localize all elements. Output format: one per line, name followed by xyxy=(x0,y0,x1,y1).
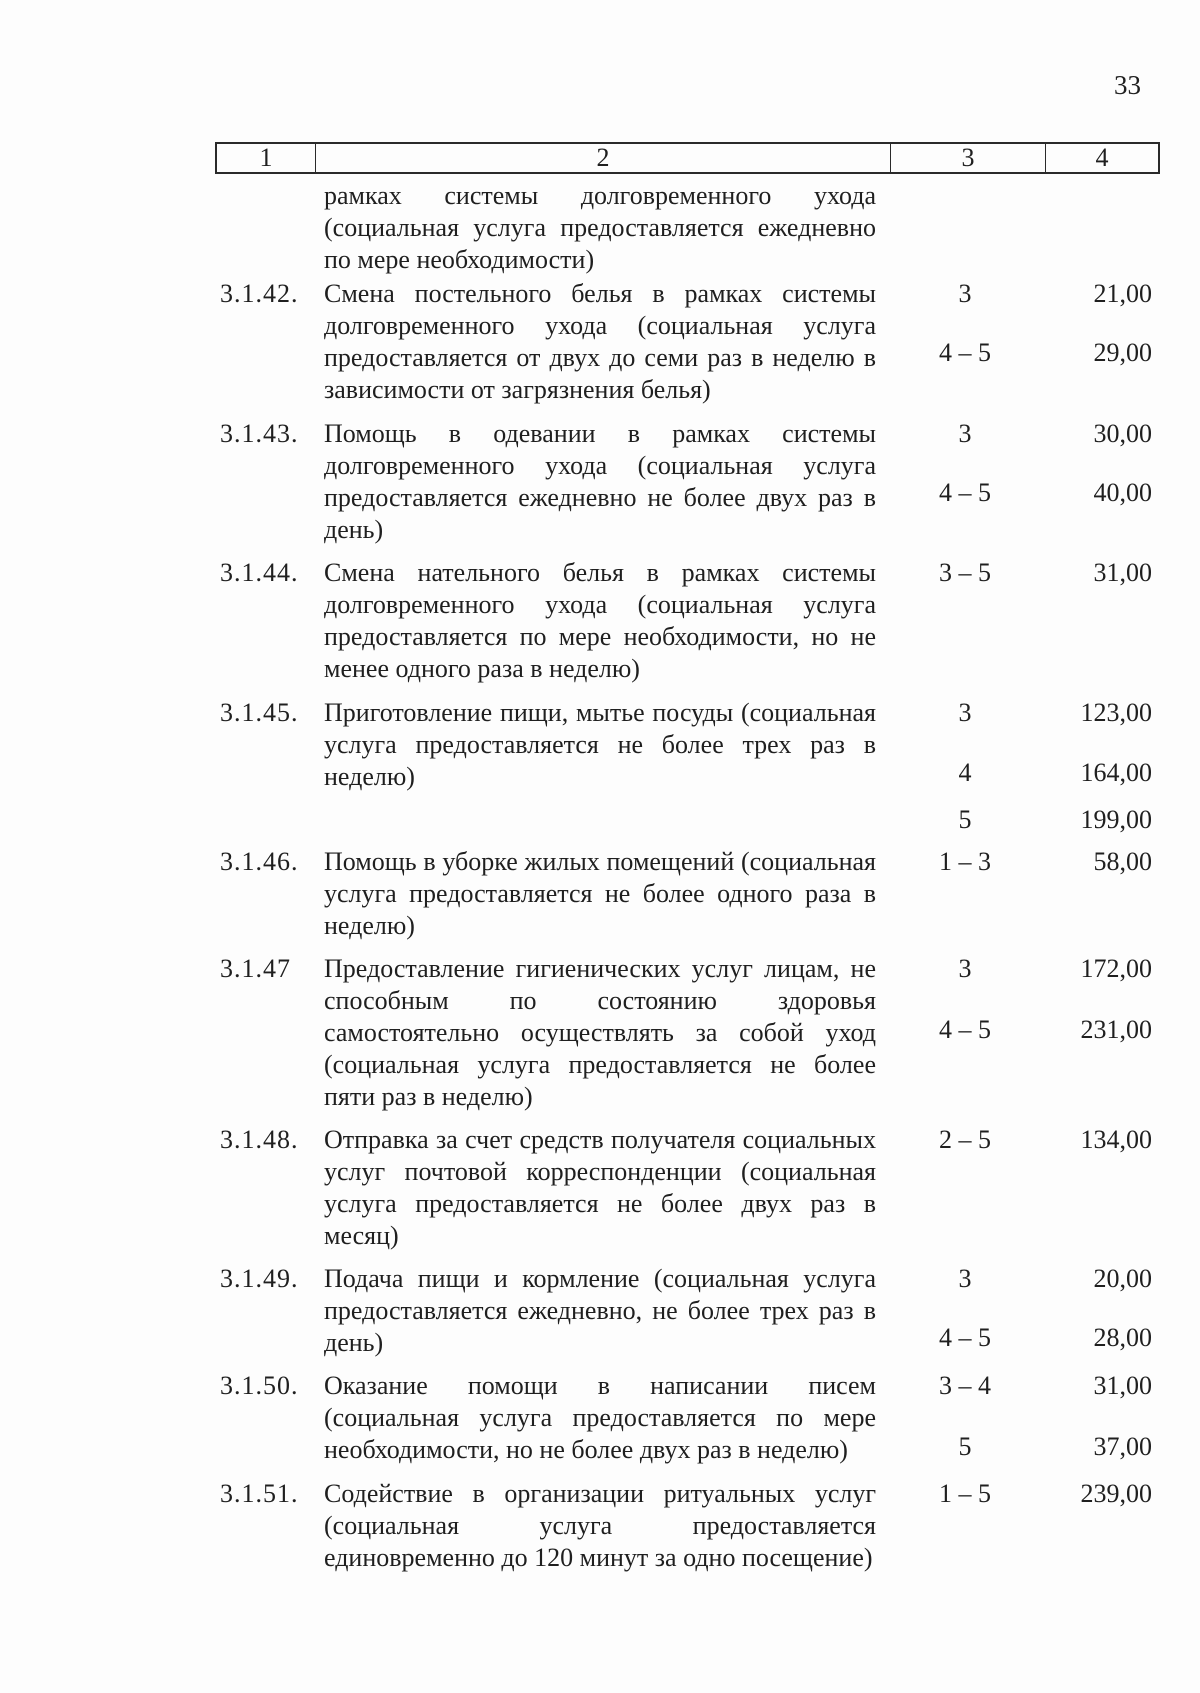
row-code: 3.1.49. xyxy=(220,1264,299,1293)
price-line xyxy=(220,1263,1160,1295)
row-code: 3.1.43. xyxy=(220,419,299,448)
price-line xyxy=(220,846,1160,878)
category: 2 – 5 xyxy=(939,1125,991,1154)
row-description: Подача пищи и кормление (социальная услуга предоставляется ежедневно, не более трех раз в день) xyxy=(324,1264,876,1357)
row-description: Помощь в одевании в рамках системы долговременного ухода (социальная услуга предоставляется ежедневно не более двух раз в день) xyxy=(324,419,876,544)
price-line xyxy=(220,477,1160,509)
price: 21,00 xyxy=(1093,279,1152,308)
price: 123,00 xyxy=(1080,698,1152,727)
price: 58,00 xyxy=(1093,847,1152,876)
price: 31,00 xyxy=(1093,558,1152,587)
price: 30,00 xyxy=(1093,419,1152,448)
row-code: 3.1.46. xyxy=(220,847,299,876)
category: 3 xyxy=(958,698,972,727)
category: 3 – 4 xyxy=(939,1371,991,1400)
header-col-1: 1 xyxy=(259,143,273,172)
category: 3 xyxy=(958,279,972,308)
row-code: 3.1.47 xyxy=(220,954,291,983)
price-line xyxy=(220,278,1160,310)
header-col-4: 4 xyxy=(1045,144,1158,172)
row-description: Оказание помощи в написании писем (социальная услуга предоставляется по мере необходимости, но не более двух раз в неделю) xyxy=(324,1371,876,1464)
category: 4 – 5 xyxy=(939,338,991,367)
price-line xyxy=(220,557,1160,589)
row-code: 3.1.44. xyxy=(220,558,299,587)
category: 3 xyxy=(958,954,972,983)
price: 239,00 xyxy=(1080,1479,1152,1508)
price: 40,00 xyxy=(1093,478,1152,507)
row-code: 3.1.42. xyxy=(220,279,299,308)
category: 1 – 3 xyxy=(939,847,991,876)
price-line xyxy=(220,337,1160,369)
category: 4 xyxy=(958,758,972,787)
row-description: Предоставление гигиенических услуг лицам, не способным по состоянию здоровья самостоятельно осуществлять за собой уход (социальная услуга предоставляется не более пяти раз в неделю) xyxy=(324,954,876,1111)
category: 1 – 5 xyxy=(939,1479,991,1508)
category: 5 xyxy=(958,1432,972,1461)
row-description: Содействие в организации ритуальных услуг (социальная услуга предоставляется единовременно до 120 минут за одно посещение) xyxy=(324,1479,876,1572)
category: 5 xyxy=(958,805,972,834)
row-description: Смена нательного белья в рамках системы долговременного ухода (социальная услуга предоставляется по мере необходимости, но не менее одного раза в неделю) xyxy=(324,558,876,683)
price-line xyxy=(220,953,1160,985)
category: 3 – 5 xyxy=(939,558,991,587)
price-line xyxy=(220,757,1160,789)
price-line xyxy=(220,1124,1160,1156)
price: 20,00 xyxy=(1093,1264,1152,1293)
price-line xyxy=(220,418,1160,450)
price: 172,00 xyxy=(1080,954,1152,983)
price-line xyxy=(220,697,1160,729)
price: 231,00 xyxy=(1080,1015,1152,1044)
row-description: Отправка за счет средств получателя социальных услуг почтовой корреспонденции (социальная услуга предоставляется не более двух раз в месяц) xyxy=(324,1125,876,1250)
category: 4 – 5 xyxy=(939,1015,991,1044)
price: 28,00 xyxy=(1093,1323,1152,1352)
row-description: Приготовление пищи, мытье посуды (социальная услуга предоставляется не более трех раз в неделю) xyxy=(324,698,876,791)
row-description: Смена постельного белья в рамках системы долговременного ухода (социальная услуга предоставляется от двух до семи раз в неделю в зависимости от загрязнения белья) xyxy=(324,279,876,404)
row-code: 3.1.50. xyxy=(220,1371,299,1400)
continuation-text: рамках системы долговременного ухода (социальная услуга предоставляется ежедневно по мере необходимости) xyxy=(324,181,876,274)
price-line xyxy=(220,1431,1160,1463)
price-line xyxy=(220,1014,1160,1046)
price: 134,00 xyxy=(1080,1125,1152,1154)
category: 4 – 5 xyxy=(939,478,991,507)
category: 4 – 5 xyxy=(939,1323,991,1352)
category: 3 xyxy=(958,419,972,448)
price-line xyxy=(220,804,1160,836)
price-line xyxy=(220,1370,1160,1402)
price: 29,00 xyxy=(1093,338,1152,367)
row-code: 3.1.51. xyxy=(220,1479,299,1508)
header-col-3: 3 xyxy=(890,144,1045,172)
price-line xyxy=(220,1478,1160,1510)
price: 164,00 xyxy=(1080,758,1152,787)
category: 3 xyxy=(958,1264,972,1293)
row-code: 3.1.45. xyxy=(220,698,299,727)
row-code: 3.1.48. xyxy=(220,1125,299,1154)
price: 37,00 xyxy=(1093,1432,1152,1461)
table-header-row xyxy=(215,142,1160,174)
price-line xyxy=(220,1322,1160,1354)
row-description: Помощь в уборке жилых помещений (социальная услуга предоставляется не более одного раза в неделю) xyxy=(324,847,876,940)
price: 199,00 xyxy=(1080,805,1152,834)
header-col-2: 2 xyxy=(315,144,890,172)
page-number: 33 xyxy=(1114,70,1141,100)
price: 31,00 xyxy=(1093,1371,1152,1400)
